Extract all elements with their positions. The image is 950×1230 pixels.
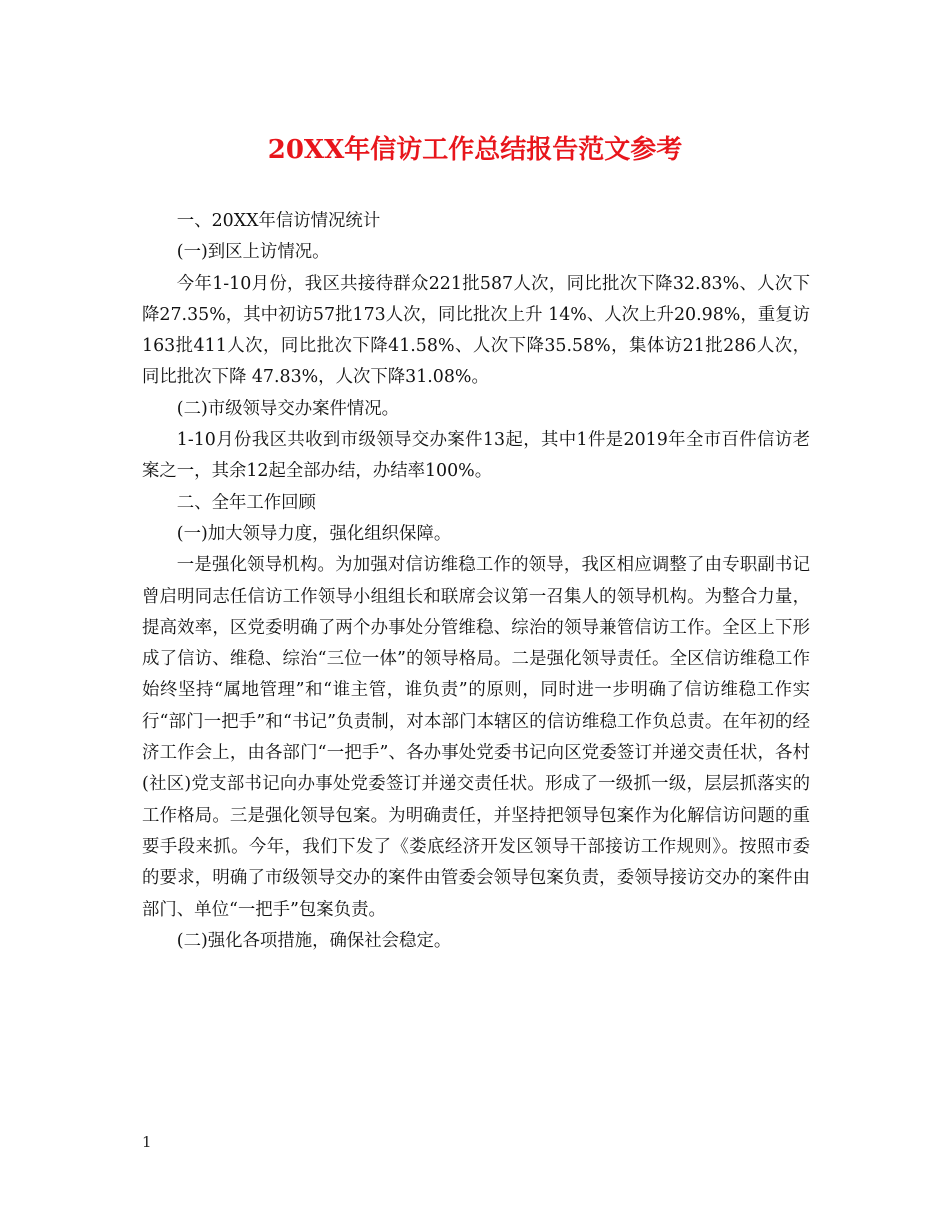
section-heading-2: 二、全年工作回顾: [176, 492, 316, 513]
section-heading-1: 一、20XX年信访情况统计: [176, 211, 381, 231]
subsection-heading-1-2: (二)市级领导交办案件情况。: [176, 398, 400, 419]
subsection-heading-1-1: (一)到区上访情况。: [176, 242, 330, 263]
page-number: 1: [142, 1133, 152, 1151]
paragraph-leadership: 一是强化领导机构。为加强对信访维稳工作的领导，我区相应调整了由专职副书记曾启明同志任信访工作领导小组组长和联席会议第一召集人的领导机构。为整合力量，提高效率，区党委明确了两个办事处分管维稳、综治的领导兼管信访工作。全区上下形成了信访、维稳、综治“三位一体”的领导格局。二是强化领导责任。全区信访维稳工作始终坚持“属地管理”和“谁主管，谁负责”的原则，同时进一步明确了信访维稳工作实行“部门一把手”和“书记”负责制，对本部门本辖区的信访维稳工作负总责。在年初的经济工作会上，由各部门“一把手”、各办事处党委书记向区党委签订并递交责任状，各村(社区)党支部书记向办事处党委签订并递交责任状。形成了一级抓一级，层层抓落实的工作格局。三是强化领导包案。为明确责任，并坚持把领导包案作为化解信访问题的重要手段来抓。今年，我们下发了《娄底经济开发区领导干部接访工作规则》。按照市委的要求，明确了市级领导交办的案件由管委会领导包案负责，委领导接访交办的案件由部门、单位“一把手”包案负责。: [142, 555, 810, 920]
document-body: [142, 206, 810, 957]
subsection-heading-2-2: (二)强化各项措施，确保社会稳定。: [176, 930, 452, 951]
subsection-heading-2-1: (一)加大领导力度，强化组织保障。: [176, 523, 452, 544]
paragraph-visit-statistics: 今年1-10月份，我区共接待群众221批587人次，同比批次下降32.83%、人次下降27.35%，其中初访57批173人次，同比批次上升 14%、人次上升20.98%，重复访163批411人次，同比批次下降41.58%、人次下降35.58%，集体访21批286人次，同比批次下降 47.83%，人次下降31.08%。: [142, 273, 810, 388]
paragraph-assigned-cases: 1-10月份我区共收到市级领导交办案件13起，其中1件是2019年全市百件信访老案之一，其余12起全部办结，办结率100%。: [142, 430, 810, 482]
document-title: 20XX年信访工作总结报告范文参考: [267, 135, 683, 165]
